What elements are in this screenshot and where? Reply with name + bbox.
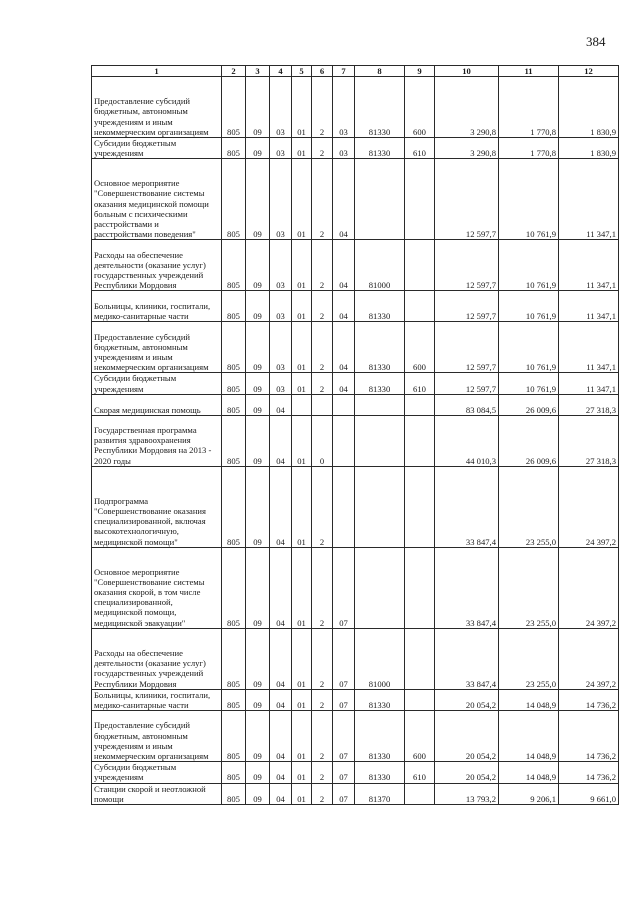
cell-c6: 2 <box>312 322 333 373</box>
cell-c10: 12 597,7 <box>435 373 499 394</box>
cell-c6: 2 <box>312 547 333 628</box>
cell-c5: 01 <box>292 291 312 322</box>
cell-c2: 805 <box>222 689 246 710</box>
cell-c9 <box>405 159 435 240</box>
cell-c7: 03 <box>333 138 355 159</box>
cell-c8 <box>355 159 405 240</box>
cell-c10: 20 054,2 <box>435 762 499 783</box>
cell-c5: 01 <box>292 138 312 159</box>
row-name: Государственная программа развития здравоохранения Республики Мордовия на 2013 - 2020 годы <box>92 415 222 466</box>
cell-c10: 12 597,7 <box>435 322 499 373</box>
cell-c8 <box>355 547 405 628</box>
table-row <box>92 373 619 394</box>
cell-c4: 03 <box>270 240 292 291</box>
cell-c3: 09 <box>246 373 270 394</box>
cell-c9: 600 <box>405 711 435 762</box>
cell-c11: 26 009,6 <box>499 415 559 466</box>
cell-c9 <box>405 689 435 710</box>
cell-c10: 33 847,4 <box>435 628 499 689</box>
cell-c9 <box>405 466 435 547</box>
cell-c7: 07 <box>333 711 355 762</box>
cell-c8 <box>355 394 405 415</box>
cell-c8: 81370 <box>355 783 405 804</box>
cell-c11: 1 770,8 <box>499 77 559 138</box>
table-row <box>92 711 619 762</box>
cell-c3: 09 <box>246 394 270 415</box>
cell-c6: 2 <box>312 762 333 783</box>
cell-c9 <box>405 240 435 291</box>
cell-c3: 09 <box>246 138 270 159</box>
cell-c2: 805 <box>222 547 246 628</box>
row-name: Подпрограмма "Совершенствование оказания специализированной, включая высокотехнологичную, медицинской помощи" <box>92 466 222 547</box>
cell-c6: 2 <box>312 77 333 138</box>
cell-c8: 81330 <box>355 689 405 710</box>
cell-c7: 07 <box>333 783 355 804</box>
row-name: Субсидии бюджетным учреждениям <box>92 138 222 159</box>
header-row <box>92 66 619 77</box>
cell-c8: 81330 <box>355 77 405 138</box>
cell-c7: 04 <box>333 322 355 373</box>
cell-c10: 44 010,3 <box>435 415 499 466</box>
cell-c8 <box>355 466 405 547</box>
cell-c6: 2 <box>312 628 333 689</box>
cell-c3: 09 <box>246 240 270 291</box>
cell-c2: 805 <box>222 291 246 322</box>
cell-c4: 04 <box>270 711 292 762</box>
cell-c5: 01 <box>292 689 312 710</box>
budget-table <box>91 65 619 805</box>
cell-c2: 805 <box>222 711 246 762</box>
cell-c12: 11 347,1 <box>559 240 619 291</box>
cell-c7: 04 <box>333 240 355 291</box>
cell-c11: 1 770,8 <box>499 138 559 159</box>
column-header: 8 <box>355 66 405 77</box>
cell-c10: 3 290,8 <box>435 138 499 159</box>
cell-c7 <box>333 394 355 415</box>
cell-c11: 14 048,9 <box>499 711 559 762</box>
cell-c12: 24 397,2 <box>559 466 619 547</box>
cell-c7 <box>333 466 355 547</box>
table-row <box>92 291 619 322</box>
table-row <box>92 138 619 159</box>
cell-c4: 03 <box>270 291 292 322</box>
cell-c6: 2 <box>312 373 333 394</box>
column-header: 4 <box>270 66 292 77</box>
cell-c12: 1 830,9 <box>559 138 619 159</box>
cell-c12: 11 347,1 <box>559 322 619 373</box>
cell-c7: 07 <box>333 689 355 710</box>
cell-c5: 01 <box>292 762 312 783</box>
cell-c9: 610 <box>405 373 435 394</box>
table-row <box>92 547 619 628</box>
cell-c11: 10 761,9 <box>499 322 559 373</box>
cell-c5: 01 <box>292 711 312 762</box>
column-header: 3 <box>246 66 270 77</box>
table-row <box>92 394 619 415</box>
cell-c9: 600 <box>405 77 435 138</box>
column-header: 1 <box>92 66 222 77</box>
cell-c11: 14 048,9 <box>499 689 559 710</box>
cell-c4: 03 <box>270 77 292 138</box>
cell-c10: 13 793,2 <box>435 783 499 804</box>
cell-c3: 09 <box>246 783 270 804</box>
cell-c12: 11 347,1 <box>559 159 619 240</box>
cell-c10: 12 597,7 <box>435 159 499 240</box>
cell-c11: 10 761,9 <box>499 291 559 322</box>
cell-c11: 10 761,9 <box>499 159 559 240</box>
cell-c9 <box>405 415 435 466</box>
row-name: Предоставление субсидий бюджетным, автономным учреждениям и иным некоммерческим организациям <box>92 322 222 373</box>
cell-c9 <box>405 291 435 322</box>
row-name: Больницы, клиники, госпитали, медико-санитарные части <box>92 291 222 322</box>
cell-c2: 805 <box>222 138 246 159</box>
cell-c7: 07 <box>333 762 355 783</box>
cell-c3: 09 <box>246 547 270 628</box>
cell-c11: 9 206,1 <box>499 783 559 804</box>
cell-c11: 14 048,9 <box>499 762 559 783</box>
cell-c10: 33 847,4 <box>435 547 499 628</box>
cell-c12: 14 736,2 <box>559 762 619 783</box>
cell-c8: 81330 <box>355 291 405 322</box>
cell-c4: 04 <box>270 466 292 547</box>
cell-c4: 04 <box>270 547 292 628</box>
cell-c3: 09 <box>246 159 270 240</box>
cell-c5: 01 <box>292 373 312 394</box>
cell-c5: 01 <box>292 322 312 373</box>
column-header: 6 <box>312 66 333 77</box>
column-header: 11 <box>499 66 559 77</box>
cell-c9: 600 <box>405 322 435 373</box>
cell-c11: 23 255,0 <box>499 547 559 628</box>
row-name: Предоставление субсидий бюджетным, автономным учреждениям и иным некоммерческим организациям <box>92 77 222 138</box>
cell-c7: 03 <box>333 77 355 138</box>
cell-c8: 81330 <box>355 322 405 373</box>
cell-c4: 03 <box>270 373 292 394</box>
cell-c6: 2 <box>312 138 333 159</box>
cell-c3: 09 <box>246 689 270 710</box>
cell-c10: 20 054,2 <box>435 711 499 762</box>
cell-c5: 01 <box>292 77 312 138</box>
cell-c6: 2 <box>312 783 333 804</box>
cell-c8 <box>355 415 405 466</box>
table-row <box>92 159 619 240</box>
cell-c12: 27 318,3 <box>559 415 619 466</box>
cell-c11: 10 761,9 <box>499 240 559 291</box>
cell-c6: 2 <box>312 291 333 322</box>
cell-c8: 81330 <box>355 711 405 762</box>
cell-c3: 09 <box>246 466 270 547</box>
cell-c2: 805 <box>222 783 246 804</box>
cell-c12: 14 736,2 <box>559 711 619 762</box>
cell-c12: 24 397,2 <box>559 628 619 689</box>
cell-c5: 01 <box>292 547 312 628</box>
table-row <box>92 628 619 689</box>
cell-c5: 01 <box>292 783 312 804</box>
cell-c10: 20 054,2 <box>435 689 499 710</box>
cell-c3: 09 <box>246 711 270 762</box>
cell-c6: 2 <box>312 711 333 762</box>
row-name: Предоставление субсидий бюджетным, автономным учреждениям и иным некоммерческим организациям <box>92 711 222 762</box>
cell-c2: 805 <box>222 240 246 291</box>
cell-c5: 01 <box>292 466 312 547</box>
page-number: 384 <box>586 34 606 49</box>
cell-c9 <box>405 628 435 689</box>
cell-c9: 610 <box>405 762 435 783</box>
row-name: Основное мероприятие "Совершенствование системы оказания медицинской помощи больным с психическими расстройствами и расстройствами поведения" <box>92 159 222 240</box>
cell-c2: 805 <box>222 415 246 466</box>
cell-c10: 3 290,8 <box>435 77 499 138</box>
cell-c8: 81330 <box>355 138 405 159</box>
cell-c2: 805 <box>222 159 246 240</box>
table-row <box>92 783 619 804</box>
cell-c6: 0 <box>312 415 333 466</box>
cell-c2: 805 <box>222 466 246 547</box>
cell-c12: 11 347,1 <box>559 373 619 394</box>
cell-c3: 09 <box>246 762 270 783</box>
table-body <box>92 77 619 805</box>
cell-c4: 04 <box>270 689 292 710</box>
cell-c5: 01 <box>292 628 312 689</box>
column-header: 12 <box>559 66 619 77</box>
cell-c11: 26 009,6 <box>499 394 559 415</box>
cell-c2: 805 <box>222 394 246 415</box>
cell-c3: 09 <box>246 77 270 138</box>
cell-c6: 2 <box>312 466 333 547</box>
cell-c2: 805 <box>222 322 246 373</box>
table-row <box>92 240 619 291</box>
row-name: Скорая медицинская помощь <box>92 394 222 415</box>
cell-c4: 04 <box>270 783 292 804</box>
row-name: Субсидии бюджетным учреждениям <box>92 373 222 394</box>
cell-c6: 2 <box>312 159 333 240</box>
cell-c11: 10 761,9 <box>499 373 559 394</box>
cell-c12: 27 318,3 <box>559 394 619 415</box>
cell-c7: 07 <box>333 628 355 689</box>
cell-c2: 805 <box>222 628 246 689</box>
cell-c12: 1 830,9 <box>559 77 619 138</box>
row-name: Станции скорой и неотложной помощи <box>92 783 222 804</box>
row-name: Расходы на обеспечение деятельности (оказание услуг) государственных учреждений Республики Мордовия <box>92 628 222 689</box>
table-row <box>92 762 619 783</box>
cell-c5: 01 <box>292 240 312 291</box>
cell-c5: 01 <box>292 415 312 466</box>
cell-c5: 01 <box>292 159 312 240</box>
column-header: 5 <box>292 66 312 77</box>
cell-c8: 81330 <box>355 762 405 783</box>
table-row <box>92 415 619 466</box>
row-name: Субсидии бюджетным учреждениям <box>92 762 222 783</box>
cell-c3: 09 <box>246 291 270 322</box>
cell-c11: 23 255,0 <box>499 628 559 689</box>
cell-c7: 04 <box>333 291 355 322</box>
cell-c4: 04 <box>270 762 292 783</box>
cell-c4: 03 <box>270 322 292 373</box>
cell-c6: 2 <box>312 240 333 291</box>
column-header: 9 <box>405 66 435 77</box>
cell-c2: 805 <box>222 77 246 138</box>
cell-c3: 09 <box>246 628 270 689</box>
cell-c10: 12 597,7 <box>435 291 499 322</box>
cell-c8: 81000 <box>355 240 405 291</box>
cell-c7: 04 <box>333 373 355 394</box>
cell-c12: 9 661,0 <box>559 783 619 804</box>
cell-c10: 12 597,7 <box>435 240 499 291</box>
cell-c4: 04 <box>270 628 292 689</box>
cell-c3: 09 <box>246 322 270 373</box>
cell-c2: 805 <box>222 373 246 394</box>
cell-c12: 11 347,1 <box>559 291 619 322</box>
cell-c8: 81330 <box>355 373 405 394</box>
cell-c4: 04 <box>270 394 292 415</box>
table-row <box>92 689 619 710</box>
cell-c10: 33 847,4 <box>435 466 499 547</box>
table-row <box>92 322 619 373</box>
column-header: 10 <box>435 66 499 77</box>
cell-c4: 03 <box>270 138 292 159</box>
table-row <box>92 466 619 547</box>
cell-c9 <box>405 394 435 415</box>
cell-c8: 81000 <box>355 628 405 689</box>
cell-c7: 07 <box>333 547 355 628</box>
cell-c12: 14 736,2 <box>559 689 619 710</box>
cell-c10: 83 084,5 <box>435 394 499 415</box>
cell-c11: 23 255,0 <box>499 466 559 547</box>
table-row <box>92 77 619 138</box>
cell-c9 <box>405 783 435 804</box>
cell-c5 <box>292 394 312 415</box>
cell-c6 <box>312 394 333 415</box>
cell-c4: 04 <box>270 415 292 466</box>
row-name: Больницы, клиники, госпитали, медико-санитарные части <box>92 689 222 710</box>
cell-c3: 09 <box>246 415 270 466</box>
column-header: 2 <box>222 66 246 77</box>
cell-c9: 610 <box>405 138 435 159</box>
cell-c4: 03 <box>270 159 292 240</box>
row-name: Основное мероприятие "Совершенствование системы оказания скорой, в том числе специализированной, медицинской помощи, медицинской эвакуации" <box>92 547 222 628</box>
column-header: 7 <box>333 66 355 77</box>
cell-c12: 24 397,2 <box>559 547 619 628</box>
cell-c2: 805 <box>222 762 246 783</box>
cell-c7: 04 <box>333 159 355 240</box>
cell-c6: 2 <box>312 689 333 710</box>
cell-c9 <box>405 547 435 628</box>
cell-c7 <box>333 415 355 466</box>
row-name: Расходы на обеспечение деятельности (оказание услуг) государственных учреждений Республики Мордовия <box>92 240 222 291</box>
